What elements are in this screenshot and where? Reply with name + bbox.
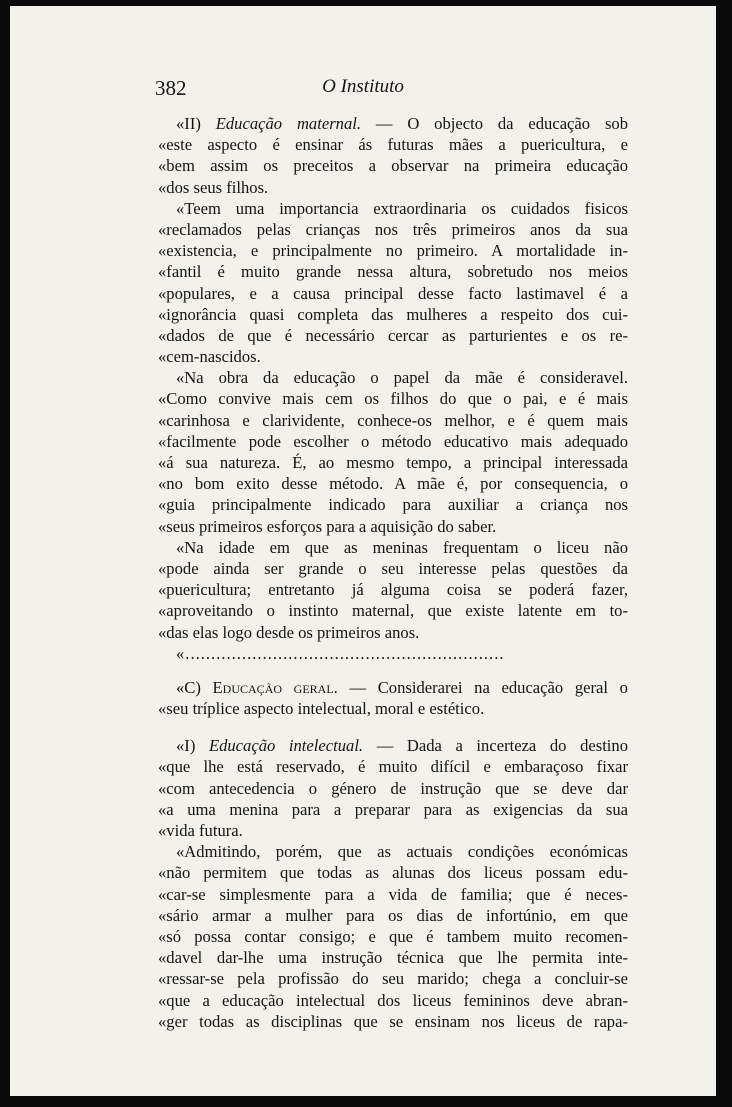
text-line: «pode ainda ser grande o seu interesse pelas questões da <box>158 558 628 578</box>
text-line: «bem assim os preceitos a observar na primeira educação <box>158 156 628 176</box>
page-number: 382 <box>155 76 187 100</box>
section-i-rest: — Dada a incerteza do destino <box>376 736 628 756</box>
text-line: «existencia, e principalmente no primeiro. A mortalidade in- <box>158 241 628 261</box>
text-line: «fantil é muito grande nessa altura, sobretudo nos meios <box>158 262 628 282</box>
book-page <box>10 6 716 1096</box>
text-line: «Na idade em que as meninas frequentam o liceu não <box>176 537 628 557</box>
text-line: «que a educação intelectual dos liceus femininos deve abran- <box>158 990 628 1010</box>
text-line: «Como convive mais cem os filhos do que o pai, e é mais <box>158 389 628 409</box>
body-text <box>158 113 628 1032</box>
text-line: «car-se simplesmente para a vida de familia; que é neces- <box>158 884 628 904</box>
text-line: «á sua natureza. É, ao mesmo tempo, a principal interessada <box>158 453 628 472</box>
section-ii-heading-line <box>158 113 628 134</box>
text-line: «puericultura; entretanto já alguma coisa se poderá fazer, <box>158 580 628 600</box>
text-line: «que lhe está reservado, é muito difícil e embaraçoso fixar <box>158 757 628 777</box>
section-ii-label: «II) <box>176 114 201 133</box>
text-line: «das elas logo desde os primeiros anos. <box>158 622 420 642</box>
text-line: «vida futura. <box>158 821 243 840</box>
text-line: «cem-nascidos. <box>158 347 261 367</box>
running-header <box>10 76 716 102</box>
text-line: «dados de que é necessário cercar as parturientes e os re- <box>158 325 628 345</box>
section-c-label: «C) <box>176 677 201 697</box>
text-line: «Teem uma importancia extraordinaria os cuidados fisicos <box>176 198 628 218</box>
running-title: O Instituto <box>322 76 404 97</box>
section-ii-rest: — O objecto da educação sob <box>375 114 628 133</box>
section-c-title: Educação geral. <box>212 677 338 697</box>
text-line: «dos seus filhos. <box>158 177 269 197</box>
text-line: «davel dar-lhe uma instrução técnica que lhe permita inte- <box>158 948 628 968</box>
text-line: «ignorância quasi completa das mulheres a respeito dos cui- <box>158 304 628 324</box>
spacer <box>158 719 628 735</box>
text-line: «com antecedencia o género de instrução que se deve dar <box>158 778 628 798</box>
text-line: «Admitindo, porém, que as actuais condições económicas <box>176 842 628 862</box>
section-c-heading-line <box>158 677 628 698</box>
text-line: «aproveitando o instinto maternal, que existe latente em to- <box>158 601 628 621</box>
text-line: «reclamados pelas crianças nos três primeiros anos da sua <box>158 219 628 239</box>
text-line: «facilmente pode escolher o método educativo mais adequado <box>158 431 628 451</box>
text-line: «populares, e a causa principal desse facto lastimavel é a <box>158 283 628 303</box>
text-line: «guia principalmente indicado para auxiliar a criança nos <box>158 495 628 515</box>
spacer <box>158 664 628 677</box>
text-line: «carinhosa e clarividente, conhece-os melhor, e é quem mais <box>158 410 628 430</box>
text-line: «Na obra da educação o papel da mãe é consideravel. <box>176 368 628 388</box>
section-i-title: Educação intelectual. <box>208 736 364 756</box>
text-line: «a uma menina para a preparar para as exigencias da sua <box>158 799 628 819</box>
text-line: «seus primeiros esforços para a aquisição do saber. <box>158 516 497 536</box>
text-line: «ger todas as disciplinas que se ensinam nos liceus de rapa- <box>158 1011 628 1031</box>
text-line: «só possa contar consigo; e que é tambem muito recomen- <box>158 926 628 946</box>
section-ii-title: Educação maternal. <box>215 114 362 133</box>
text-line: «seu tríplice aspecto intelectual, moral e estético. <box>158 699 485 719</box>
text-line: «ressar-se pela profissão do seu marido; chega a concluir-se <box>158 969 628 989</box>
section-i-label: «I) <box>176 736 196 756</box>
ellipsis-line: «.............................................................. <box>176 643 505 663</box>
text-line: «este aspecto é ensinar ás futuras mães a puericultura, e <box>158 135 628 155</box>
text-line: «sário armar a mulher para os dias de infortúnio, em que <box>158 905 628 925</box>
text-line: «no bom exito desse método. A mãe é, por consequencia, o <box>158 474 628 494</box>
section-i-heading-line <box>158 735 628 756</box>
text-line: «não permitem que todas as alunas dos liceus possam edu- <box>158 863 628 883</box>
section-c-rest: — Considerarei na educação geral o <box>349 677 628 697</box>
